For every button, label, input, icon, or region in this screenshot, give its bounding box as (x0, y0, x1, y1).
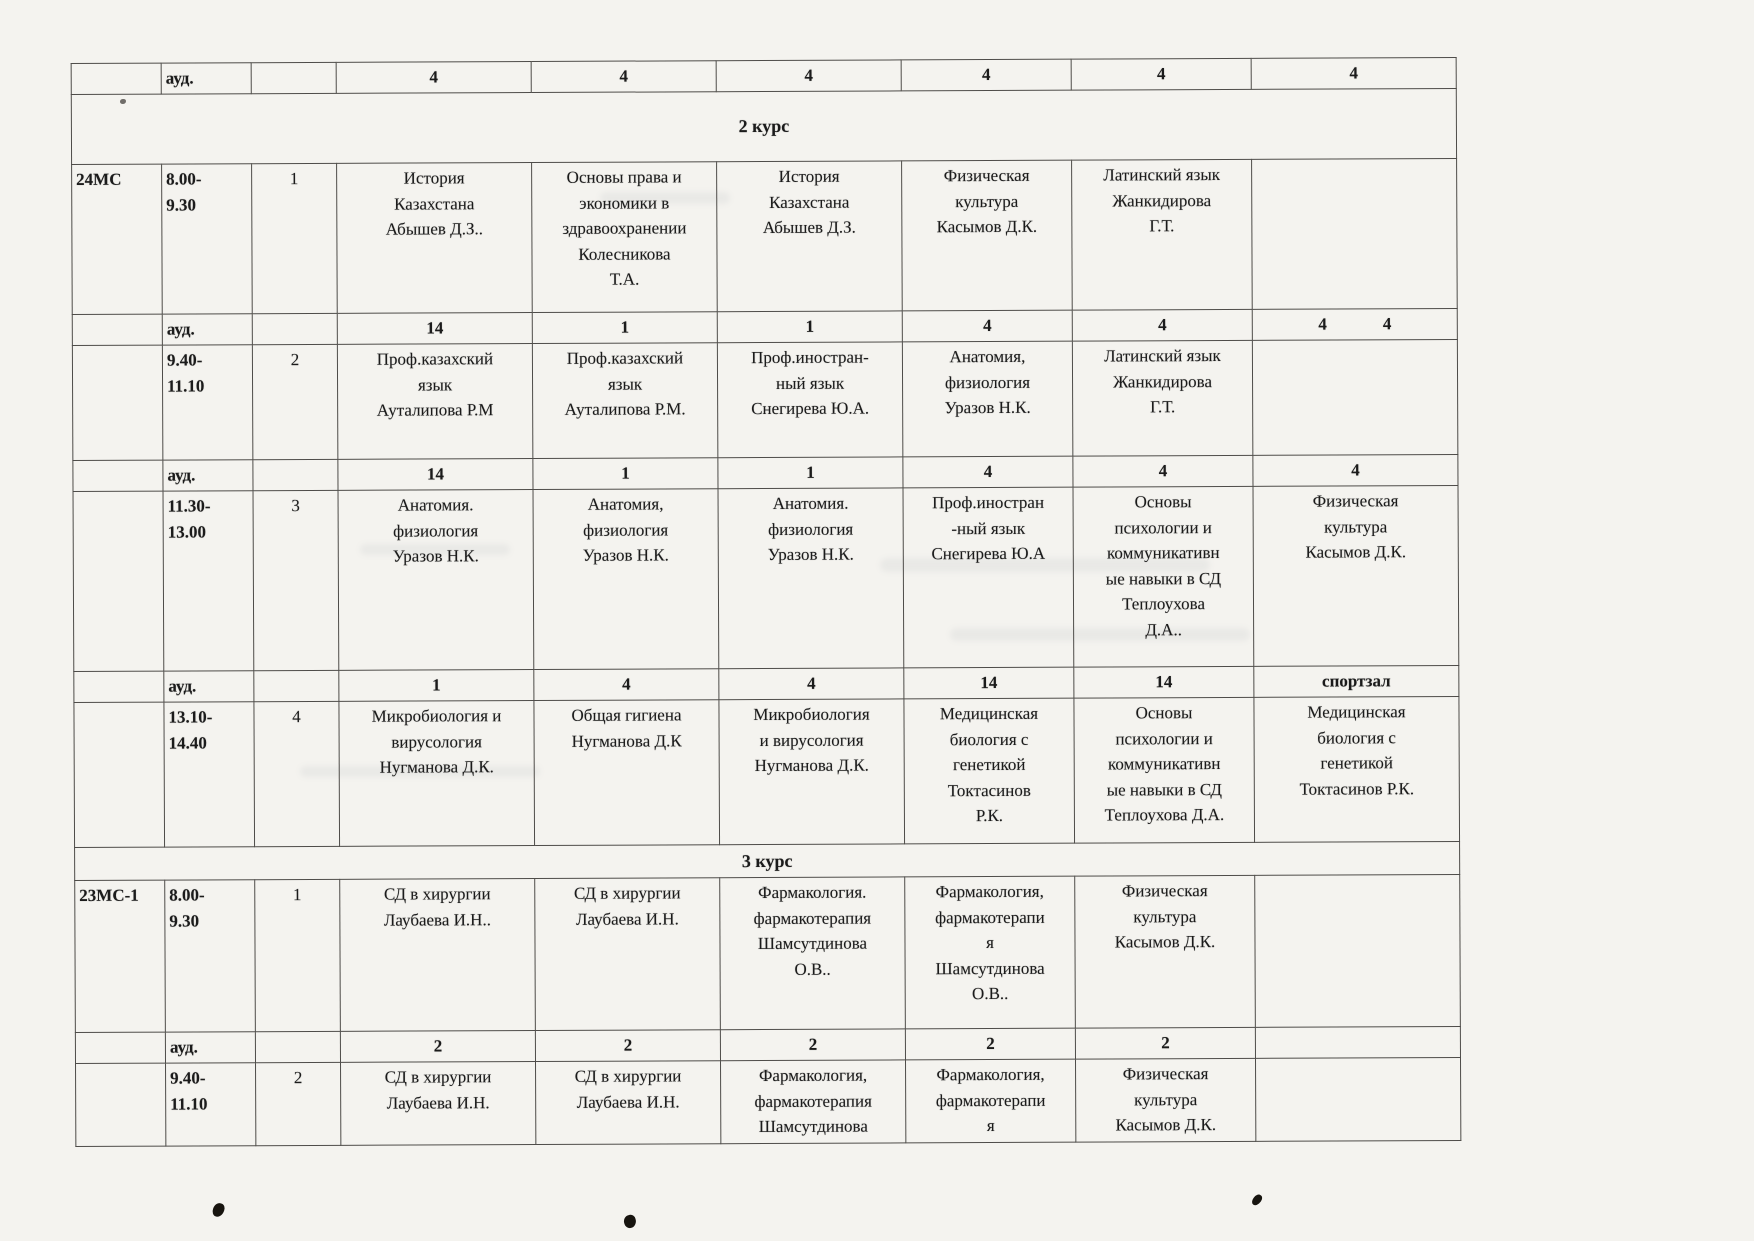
group-cell: 24МС (72, 164, 163, 314)
lesson-number-cell (254, 670, 339, 701)
subject-cell: История Казахстана Абышев Д.З.. (337, 163, 533, 314)
group-cell (71, 63, 161, 94)
subject-cell: Фармакология, фармакотерапия Шамсутдинова (721, 1060, 906, 1144)
aud-value (1251, 57, 1456, 89)
subject-cell: Физическая культура Касымов Д.К. (1253, 485, 1459, 666)
aud-label: ауд. (164, 671, 254, 702)
subject-cell: Латинский язык Жанкидирова Г.Т. (1072, 340, 1253, 456)
subject-cell: Микробиология и вирусология Нугманова Д.К. (339, 701, 535, 847)
aud-value: 1 (717, 311, 902, 343)
group-cell (76, 1063, 166, 1146)
lesson-number-cell (255, 1031, 340, 1062)
subject-cell: Медицинская биология с генетикой Токтасинов Р.К. (1254, 696, 1460, 842)
subject-cell: Фармакология, фармакотерапи я Шамсутдинова О.В.. (905, 876, 1076, 1029)
lesson-number-cell: 2 (256, 1062, 341, 1145)
aud-value: 2 (720, 1029, 905, 1061)
lesson-number-cell (252, 313, 337, 344)
subject-cell: Физическая культура Касымов Д.К. (1075, 1058, 1255, 1142)
lesson-row (76, 1057, 1461, 1146)
subject-cell: Основы психологии и коммуникативн ые навыки в СД Теплоухова Д.А. (1074, 697, 1255, 843)
group-cell (73, 460, 163, 491)
aud-value (1253, 454, 1458, 486)
lesson-number-cell: 3 (253, 490, 339, 670)
scan-speck (211, 1202, 226, 1219)
aud-label: ауд. (163, 460, 253, 491)
lesson-row (72, 158, 1458, 314)
timetable-sheet (71, 57, 1462, 1147)
time-cell: 8.00- 9.30 (165, 880, 256, 1032)
aud-value: 4 (716, 60, 901, 92)
subject-cell: СД в хирургии Лаубаева И.Н. (536, 1061, 721, 1145)
aud-value: 4 (719, 668, 904, 700)
subject-cell: СД в хирургии Лаубаева И.Н. (535, 878, 721, 1031)
aud-value: 4 (1318, 314, 1327, 334)
course-title: 2 курс (71, 88, 1456, 164)
aud-value: 4 (1349, 63, 1358, 83)
timetable (71, 57, 1462, 1147)
aud-value (1254, 665, 1459, 697)
aud-value: 14 (337, 313, 532, 345)
group-cell (74, 671, 164, 702)
group-cell (72, 345, 163, 460)
aud-label: ауд. (161, 63, 251, 94)
aud-extra-value: 4 (1382, 314, 1392, 334)
time-cell: 11.30- 13.00 (163, 491, 254, 671)
lesson-number-cell: 2 (252, 344, 338, 459)
time-cell: 9.40- 11.10 (166, 1063, 256, 1146)
time-cell: 9.40- 11.10 (162, 345, 253, 460)
aud-value (1255, 1026, 1460, 1058)
aud-value: 4 (1072, 309, 1252, 341)
subject-cell: Проф.иностран- ный язык Снегирева Ю.А. (717, 342, 903, 458)
aud-value: 1 (718, 457, 903, 489)
subject-cell: Общая гигиена Нугманова Д.К (534, 700, 720, 846)
subject-cell: Анатомия. физиология Уразов Н.К. (718, 488, 904, 669)
aud-label: ауд. (165, 1032, 255, 1063)
subject-cell (1252, 158, 1458, 309)
group-cell: 23МС-1 (75, 880, 166, 1032)
lesson-row (74, 696, 1460, 847)
aud-value: 2 (905, 1028, 1075, 1060)
subject-cell: История Казахстана Абышев Д.З. (717, 161, 903, 312)
subject-cell: Проф.казахский язык Ауталипова Р.М. (532, 343, 718, 459)
scan-speck (1250, 1193, 1263, 1207)
lesson-number-cell (253, 459, 338, 490)
aud-value (1252, 308, 1457, 340)
subject-cell: Анатомия, физиология Уразов Н.К. (902, 341, 1073, 457)
aud-value: 1 (532, 312, 717, 344)
time-cell: 13.10- 14.40 (164, 702, 255, 847)
aud-value: 2 (340, 1031, 535, 1063)
aud-value: 4 (531, 61, 716, 93)
subject-cell (1255, 1057, 1460, 1141)
aud-value: 4 (903, 456, 1073, 488)
aud-value: 14 (338, 459, 533, 491)
group-cell (74, 702, 165, 847)
aud-value: 4 (901, 59, 1071, 91)
aud-value: 4 (336, 62, 531, 94)
lesson-number-cell: 1 (252, 163, 338, 313)
aud-value: 4 (1071, 58, 1251, 90)
time-cell: 8.00- 9.30 (162, 164, 253, 314)
subject-cell: Основы права и экономики в здравоохранении Колесникова Т.А. (532, 162, 718, 313)
subject-cell: Физическая культура Касымов Д.К. (902, 160, 1073, 311)
lesson-number-cell (251, 62, 336, 93)
subject-cell: Микробиология и вирусология Нугманова Д.К. (719, 699, 905, 845)
aud-value: 4 (1351, 460, 1360, 480)
aud-value: 2 (535, 1030, 720, 1062)
aud-value: 1 (339, 670, 534, 702)
aud-label: ауд. (162, 314, 252, 345)
subject-cell: СД в хирургии Лаубаева И.Н. (341, 1062, 536, 1146)
subject-cell: Основы психологии и коммуникативн ые навыки в СД Теплоухова Д.А.. (1073, 486, 1254, 667)
lesson-number-cell: 4 (254, 701, 340, 846)
subject-cell: Проф.казахский язык Ауталипова Р.М (337, 344, 532, 460)
subject-cell: Физическая культура Касымов Д.К. (1075, 875, 1256, 1028)
subject-cell: СД в хирургии Лаубаева И.Н.. (340, 879, 536, 1032)
lesson-row (75, 874, 1461, 1032)
aud-value: 4 (1073, 455, 1253, 487)
course-band (71, 88, 1456, 164)
subject-cell: Анатомия, физиология Уразов Н.К. (533, 489, 719, 670)
subject-cell: Анатомия. физиология Уразов Н.К. (338, 490, 534, 671)
subject-cell (1255, 874, 1461, 1027)
subject-cell: Латинский язык Жанкидирова Г.Т. (1072, 159, 1253, 310)
group-cell (72, 314, 162, 345)
subject-cell: Медицинская биология с генетикой Токтасинов Р.К. (904, 698, 1075, 844)
subject-cell: Проф.иностран -ный язык Снегирева Ю.А (903, 487, 1074, 668)
aud-value: 4 (534, 669, 719, 701)
aud-value: 14 (904, 667, 1074, 699)
scan-speck (623, 1214, 638, 1230)
aud-value: 14 (1074, 666, 1254, 698)
group-cell (75, 1032, 165, 1063)
aud-value: 4 (902, 310, 1072, 342)
subject-cell (1252, 339, 1457, 455)
subject-cell: Фармакология, фармакотерапи я (905, 1059, 1075, 1143)
group-cell (73, 491, 164, 671)
lesson-number-cell: 1 (255, 879, 341, 1031)
aud-value: 2 (1075, 1027, 1255, 1059)
aud-value: спортзал (1321, 671, 1391, 691)
lesson-row (72, 339, 1457, 460)
lesson-row (73, 485, 1459, 671)
course-title: 3 курс (75, 841, 1460, 880)
aud-value: 1 (533, 458, 718, 490)
subject-cell: Фармакология. фармакотерапия Шамсутдинова О.В.. (720, 877, 906, 1030)
